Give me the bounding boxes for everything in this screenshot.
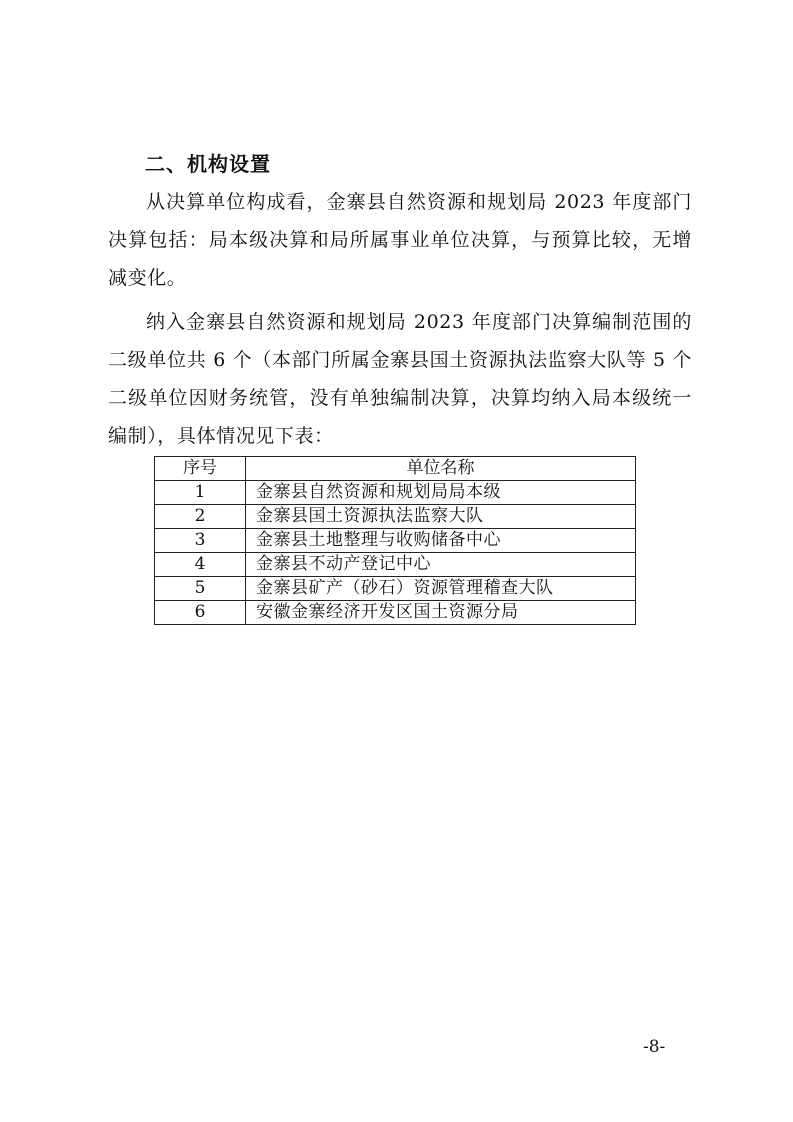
table-header-row [155, 457, 636, 481]
table-row [155, 553, 636, 577]
units-table [154, 456, 636, 625]
table-row [155, 577, 636, 601]
row-serial-number: 4 [155, 553, 246, 577]
section-heading: 二、机构设置 [145, 152, 271, 176]
row-unit-name: 安徽金寨经济开发区国土资源分局 [246, 601, 636, 625]
table-row [155, 529, 636, 553]
row-serial-number: 1 [155, 481, 246, 505]
row-serial-number: 2 [155, 505, 246, 529]
row-serial-number: 6 [155, 601, 246, 625]
row-unit-name: 金寨县国土资源执法监察大队 [246, 505, 636, 529]
row-unit-name: 金寨县土地整理与收购储备中心 [246, 529, 636, 553]
row-unit-name: 金寨县不动产登记中心 [246, 553, 636, 577]
row-unit-name: 金寨县矿产（砂石）资源管理稽查大队 [246, 577, 636, 601]
row-serial-number: 5 [155, 577, 246, 601]
table-row [155, 601, 636, 625]
row-serial-number: 3 [155, 529, 246, 553]
paragraph-scope: 纳入金寨县自然资源和规划局 2023 年度部门决算编制范围的二级单位共 6 个（本部门所属金寨县国土资源执法监察大队等 5 个二级单位因财务统管，没有单独编制决算，决算均纳入局本级统一编制），具体情况见下表： [108, 311, 692, 447]
header-unit-name: 单位名称 [246, 457, 636, 481]
table-row [155, 505, 636, 529]
paragraph-composition: 从决算单位构成看，金寨县自然资源和规划局 2023 年度部门决算包括：局本级决算和局所属事业单位决算，与预算比较，无增减变化。 [108, 191, 692, 289]
header-serial-number: 序号 [155, 457, 246, 481]
page-number: -8- [643, 1037, 666, 1057]
row-unit-name: 金寨县自然资源和规划局局本级 [246, 481, 636, 505]
table-row [155, 481, 636, 505]
